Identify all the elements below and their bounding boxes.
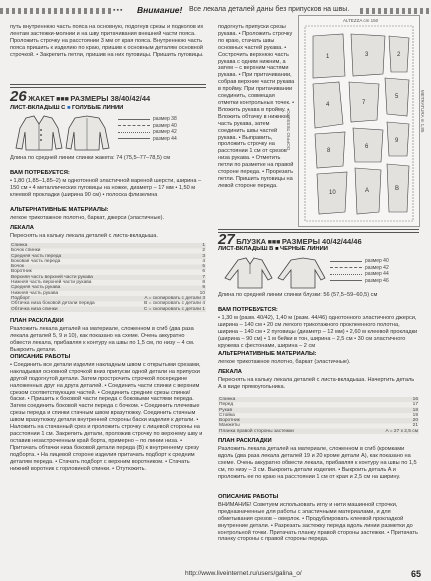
patterns-27 (218, 369, 419, 392)
table-row: Рукав 18 (219, 407, 418, 413)
section-26-sizes: РАЗМЕРЫ 38/40/42/44 (70, 94, 151, 103)
size-label: размер 42 (365, 264, 389, 271)
size-label: размер 44 (365, 271, 389, 277)
layout-text: Разложить лекала деталей на материале, сложенном в сгиб (кромками вдоль (два раза лекала деталей 19 и 20 кроме детали A), как показано на схеме. Очень аккуратно обвести лекала, прибавляя к контуру на швы по 1,5 см, по низу – 3 см. Выкроить детали изделия. • Выкроить деталь A и проложить ее по краю на расстоянии 1 см от края и 2,5 см на ширину. (218, 445, 417, 480)
table-row: Планка правой стороны застежки A = 27 x 2,5 см (219, 428, 418, 434)
size-label: размер 38 (153, 116, 177, 122)
table-row: Бочок спинки 2 (11, 248, 205, 254)
patterns-text: Переснять на кальку лекала деталей с листа-вкладыша. Начертить деталь А в виде прямоугольника. (218, 376, 415, 390)
svg-text:9: 9 (395, 138, 399, 144)
table-row: Стойка 19 (219, 412, 418, 418)
work-26 (10, 354, 206, 566)
cutting-layout-diagram (298, 15, 420, 227)
length-note-27 (218, 292, 419, 300)
section-27-number: 27 (218, 231, 235, 248)
section-27-title: БЛУЗКА (236, 237, 267, 246)
length-note-text: Длина по средней линии спинки жакета: 74 (75,5–77–78,5) см (10, 155, 171, 161)
warning-label: Внимание! (137, 5, 183, 15)
svg-text:5: 5 (395, 94, 399, 100)
size-label: размер 44 (153, 135, 177, 142)
length-note-text: Длина по средней линии спинки блузки: 56 (57,5–59–60,5) см (218, 292, 378, 298)
double-fabric-label: DOPPIO TESSUTO (286, 110, 291, 150)
jacket-illustration (12, 114, 67, 154)
section-26-title: ЖАКЕТ (28, 94, 55, 103)
svg-text:2: 2 (397, 52, 401, 58)
section-26-header: 26 ЖАКЕТ ■■■ РАЗМЕРЫ 38/40/42/44 (10, 88, 151, 105)
source-url[interactable]: http://www.liveinternet.ru/users/galina_o/ (185, 570, 302, 577)
size-label: размер 40 (153, 122, 177, 129)
layout-26 (10, 318, 206, 355)
materials-26 (10, 170, 206, 200)
svg-text:1: 1 (326, 54, 330, 60)
table-row: Подборт A = скопировать с детали 3 (11, 295, 205, 301)
svg-text:7: 7 (362, 100, 366, 106)
size-label: размер 46 (365, 277, 389, 284)
need-text: • 1,30 м (разм. 40/42), 1,40 м (разм. 44/46) однотонного эластичного джерси, ширина – 140 см • 20 см легкого трикотажного проклеенного полотна, ширина – 140 см • 2 пуговицы (диаметр – 12 мм) • 2,60 м клеевой прокладки (ширина – 90 см) • 1 м бейки в тон, ширина – 2,5 см • 30 см эластичного кружева с фестонами, ширина – 2 см (218, 314, 418, 349)
fabric-length-label: METRATURA m 1,85 (420, 90, 425, 133)
work-27 (218, 494, 419, 566)
table-row: Спинка 1 (11, 243, 205, 248)
section-26-number: 26 (10, 88, 27, 105)
svg-text:3: 3 (365, 52, 369, 58)
pieces-table-26 (10, 243, 206, 312)
table-row: Воротник 20 (219, 418, 418, 424)
blouse-back-illustration (275, 256, 327, 290)
patterns-text: Переснять на кальку лекала деталей с листа-вкладыша. (10, 232, 158, 239)
alt-title: АЛЬТЕРНАТИВНЫЕ МАТЕРИАЛЫ: (218, 351, 317, 357)
need-title: ВАМ ПОТРЕБУЕТСЯ: (218, 307, 278, 313)
table-row: Обтачка низа спинки C = скопировать с детали 1 (11, 306, 205, 312)
table-row: Перед 17 (219, 402, 418, 408)
table-row: Верхняя часть верхней части рукава 7 (11, 274, 205, 280)
work-title: ОПИСАНИЕ РАБОТЫ (10, 354, 71, 360)
table-row: Средняя часть переда 3 (11, 253, 205, 259)
svg-text:A: A (365, 188, 370, 194)
page-footer (0, 568, 431, 581)
cutting-layout-svg (299, 16, 419, 226)
size-label: размер 40 (365, 258, 389, 264)
svg-text:4: 4 (326, 102, 330, 108)
table-row: Боковая часть переда 4 (11, 258, 205, 264)
section-27-sizes: РАЗМЕРЫ 40/42/44/46 (281, 237, 362, 246)
work-title: ОПИСАНИЕ РАБОТЫ (218, 494, 279, 500)
patterns-title: ЛЕКАЛА (10, 225, 34, 231)
left-top-paragraph: путь внутреннюю часть пояса на основную, подогнув срезы и подколов их лентам застежки-молнии и на шву притачивания внешней части пояса. Проложить строчку на расстоянии 3 мм от края пояса. Внутреннюю часть пояса пришить к изделию по краю, пришив к основным деталям основной строчкой. • Закрепить петли, пришив на них пуговицы. Пришить пуговицы. (10, 24, 204, 58)
size-label: размер 42 (153, 129, 177, 135)
section-26-sheet: ЛИСТ-ВКЛАДЫШ С ■ ГОЛУБЫЕ ЛИНИИ (10, 105, 124, 111)
right-top-paragraph: подогнуть припуски срезы рукава. • Проложить строчку по краю, стачать швы основных частей рукава. • Сострочить верхнюю часть рукава с одним нижним, а затем – с верхним частями рукава. • При притачивании, собрав верхние части рукава в пройму. При притачивании соединить, совмещая отметки контрольных точек. • Вложить рукава в пройму. • Вложить обтачку в нижнюю часть рукава, затем соединить швы частей рукава. • Выправить, проложить строчку на расстоянии 1 см от срезов низа рукава. • Отметить петли по разметке на правой стороне переда. • Прорезать петли. Пришить пуговицы на левой стороне переда. (218, 24, 295, 189)
warning-dots: ▪▪▪ (113, 7, 124, 14)
size-legend-27 (330, 258, 389, 284)
table-row: Воротник 6 (11, 269, 205, 275)
section-divider (10, 84, 206, 88)
size-legend-26 (118, 116, 177, 142)
page-number: 65 (411, 569, 422, 579)
table-row: Обтачка низа боковой детали переда B = скопировать с детали 4 (11, 301, 205, 307)
work-text: • Соединить все детали изделия накладным швом с открытыми срезами, накладывая основной строчкой вниз припуски одной детали на припуски другой подогнутой детали. Затем прострочить строчкой посередине наложенных друг на друга деталей. • Соединить части спинки с верхним срезом соответствующих частей. • Соединить средние срезы спинки/баски. • Пришить к боковой части переда с боковыми частями переда. Затем соединить боковой части переда с бочком. • Соединить плечевые срезы переда и спинки стачным швом вразутюжку. Соединить стачным швом вразутюжку детали внутренней стороны баски изделия к детали. • Наложить на стачанный срез и проложить строчку с лицевой стороны на расстоянии 1 см. Закрепить детали, проложив строчку по верхнему шву и оставив незастроченным край борта, примерно – по линии низа. • Притачать обтачки низа боковой детали переда (B) к внутреннему срезу подборта. • На лицевой стороне изделия притачать подборт к средним деталям переда. • Стачать подборт с верхним воротником. • Стачать нижний воротник с горловиной спинки. • Отутюжить. (10, 361, 203, 472)
alt-text: легкое трикотажное полотно, баркат, джерси (эластичные). (10, 214, 165, 221)
alt-title: АЛЬТЕРНАТИВНЫЕ МАТЕРИАЛЫ: (10, 207, 109, 213)
blouse-illustration (222, 256, 274, 290)
section-26-sheet-color: ГОЛУБЫЕ ЛИНИИ (72, 105, 124, 111)
svg-text:8: 8 (327, 148, 331, 154)
section-27-sheet: ЛИСТ-ВКЛАДЫШ В ■ ЧЕРНЫЕ ЛИНИИ (218, 246, 328, 252)
table-row: Спинка 16 (219, 397, 418, 402)
patterns-title: ЛЕКАЛА (218, 369, 242, 375)
layout-text: Разложить лекала деталей на материале, сложенном в сгиб (два раза лекала деталей 5, 9 и 10), как показано на схеме. Очень аккуратно обвести лекала, прибавляя к контуру на швы по 1,5 см, по низу – 4 см. Выкроить детали. (10, 325, 195, 353)
patterns-26 (10, 225, 206, 241)
table-row: Средняя часть рукава 9 (11, 285, 205, 291)
layout-title: ПЛАН РАСКЛАДКИ (10, 318, 64, 324)
svg-text:6: 6 (365, 144, 369, 150)
size-row (330, 278, 389, 285)
table-row: Бочок 5 (11, 264, 205, 270)
pieces-table-27 (218, 397, 419, 434)
table-row: Нижняя часть рукава 10 (11, 290, 205, 296)
need-title: ВАМ ПОТРЕБУЕТСЯ: (10, 170, 70, 176)
layout-title: ПЛАН РАСКЛАДКИ (218, 438, 272, 444)
table-row: Нижняя часть верхней части рукава 8 (11, 280, 205, 286)
length-note-26 (10, 155, 206, 163)
section-27-sheet-label: ЛИСТ-ВКЛАДЫШ В (218, 246, 274, 252)
section-26-sheet-label: ЛИСТ-ВКЛАДЫШ С (10, 105, 66, 111)
table-row: Манжеты 21 (219, 423, 418, 429)
svg-text:10: 10 (329, 190, 336, 196)
warning-text: Все лекала деталей даны без припусков на швы. (189, 6, 350, 13)
size-row (118, 136, 177, 143)
layout-27 (218, 438, 419, 481)
jacket-back-illustration (65, 114, 110, 154)
work-text: ВНИМАНИЕ! Советуем использовать иглу и нити машинной строчки, предназначенные для работы с эластичными материалами, и для обметывания срезов – оверлок. • Продублировать клеевой прокладкой внутренние детали. • Разрезать застежку переда вдоль линии разметки до контрольной точки. Притачать планку правой стороны застежки. • Притачать планку стороны с правой стороны переда. (218, 501, 418, 543)
right-top-text (218, 24, 295, 229)
section-27-header: 27 БЛУЗКА ■■■ РАЗМЕРЫ 40/42/44/46 (218, 231, 362, 248)
alt-materials-27 (218, 351, 419, 367)
svg-text:B: B (395, 186, 400, 192)
need-text: • 1,80 (1,85–1,85–2) м однотонной эластичной вареной шерсти, ширина – 150 см • 4 металлических пуговицы на ножке, диаметр – 17 мм • 1,50 м клеевой прокладки (ширина 90 см) • полоска флизелина (10, 177, 202, 198)
alt-text: легкое трикотажное полотно, баркат (эластичные). (218, 358, 351, 365)
alt-materials-26 (10, 207, 206, 223)
left-top-text (10, 24, 206, 60)
materials-27 (218, 307, 419, 350)
fabric-width-label: ALTEZZA cm 150 (343, 18, 379, 23)
section-27-sheet-color: ЧЕРНЫЕ ЛИНИИ (280, 246, 328, 252)
